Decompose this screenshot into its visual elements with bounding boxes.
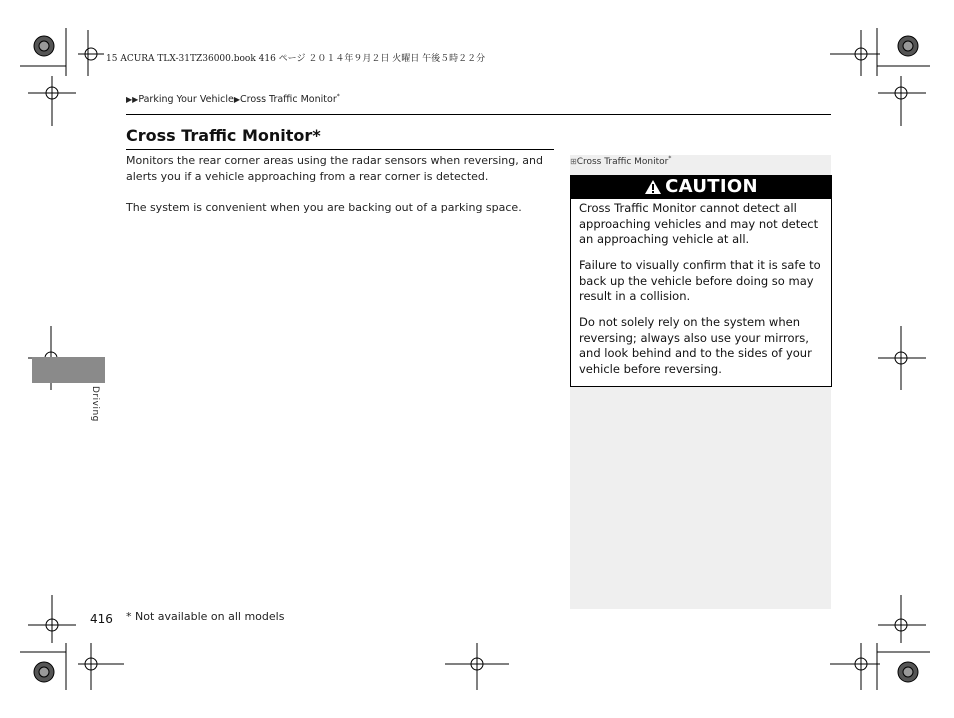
caution-paragraph-1: Cross Traffic Monitor cannot detect all approaching vehicles and may not detect an approaching vehicle at all. bbox=[579, 201, 819, 247]
caution-paragraph-2: Failure to visually confirm that it is safe to back up the vehicle before doing so may result in a collision. bbox=[579, 258, 821, 304]
print-header: 15 ACURA TLX-31TZ36000.book 416 ページ ２０１４年９月２日 火曜日 午後５時２２分 bbox=[106, 54, 486, 64]
breadcrumb-current: Cross Traffic Monitor bbox=[239, 94, 337, 106]
side-panel-label bbox=[570, 155, 671, 167]
reference-icon: ⊞ bbox=[570, 157, 577, 166]
section-tab bbox=[32, 357, 105, 383]
title-divider bbox=[126, 149, 554, 150]
header-divider bbox=[126, 114, 831, 115]
page-title-asterisk: * bbox=[312, 126, 321, 145]
side-panel-asterisk: * bbox=[668, 155, 672, 162]
breadcrumb-arrows: ▶▶ bbox=[126, 95, 139, 105]
side-panel-label-text: Cross Traffic Monitor bbox=[576, 157, 669, 167]
caution-paragraph-3: Do not solely rely on the system when reversing; always also use your mirrors, and look behind and to the sides of your vehicle before reversing. bbox=[579, 315, 812, 376]
body-paragraph-1: Monitors the rear corner areas using the radar sensors when reversing, and alerts you if a vehicle approaching from a rear corner is detected. bbox=[126, 154, 543, 183]
caution-header bbox=[570, 175, 832, 199]
warning-triangle-icon bbox=[644, 179, 662, 195]
breadcrumb-asterisk: * bbox=[336, 93, 340, 100]
breadcrumb-separator: ▶ bbox=[233, 95, 240, 105]
breadcrumb bbox=[126, 93, 340, 105]
body-paragraph-2: The system is convenient when you are backing out of a parking space. bbox=[126, 201, 522, 214]
breadcrumb-section[interactable]: Parking Your Vehicle bbox=[138, 94, 234, 106]
caution-heading: CAUTION bbox=[665, 176, 758, 197]
section-label: Driving bbox=[90, 386, 100, 422]
page-title-text: Cross Traffic Monitor bbox=[126, 126, 313, 145]
footnote: * Not available on all models bbox=[126, 610, 285, 623]
page-number: 416 bbox=[90, 612, 113, 626]
page-title bbox=[126, 126, 321, 145]
